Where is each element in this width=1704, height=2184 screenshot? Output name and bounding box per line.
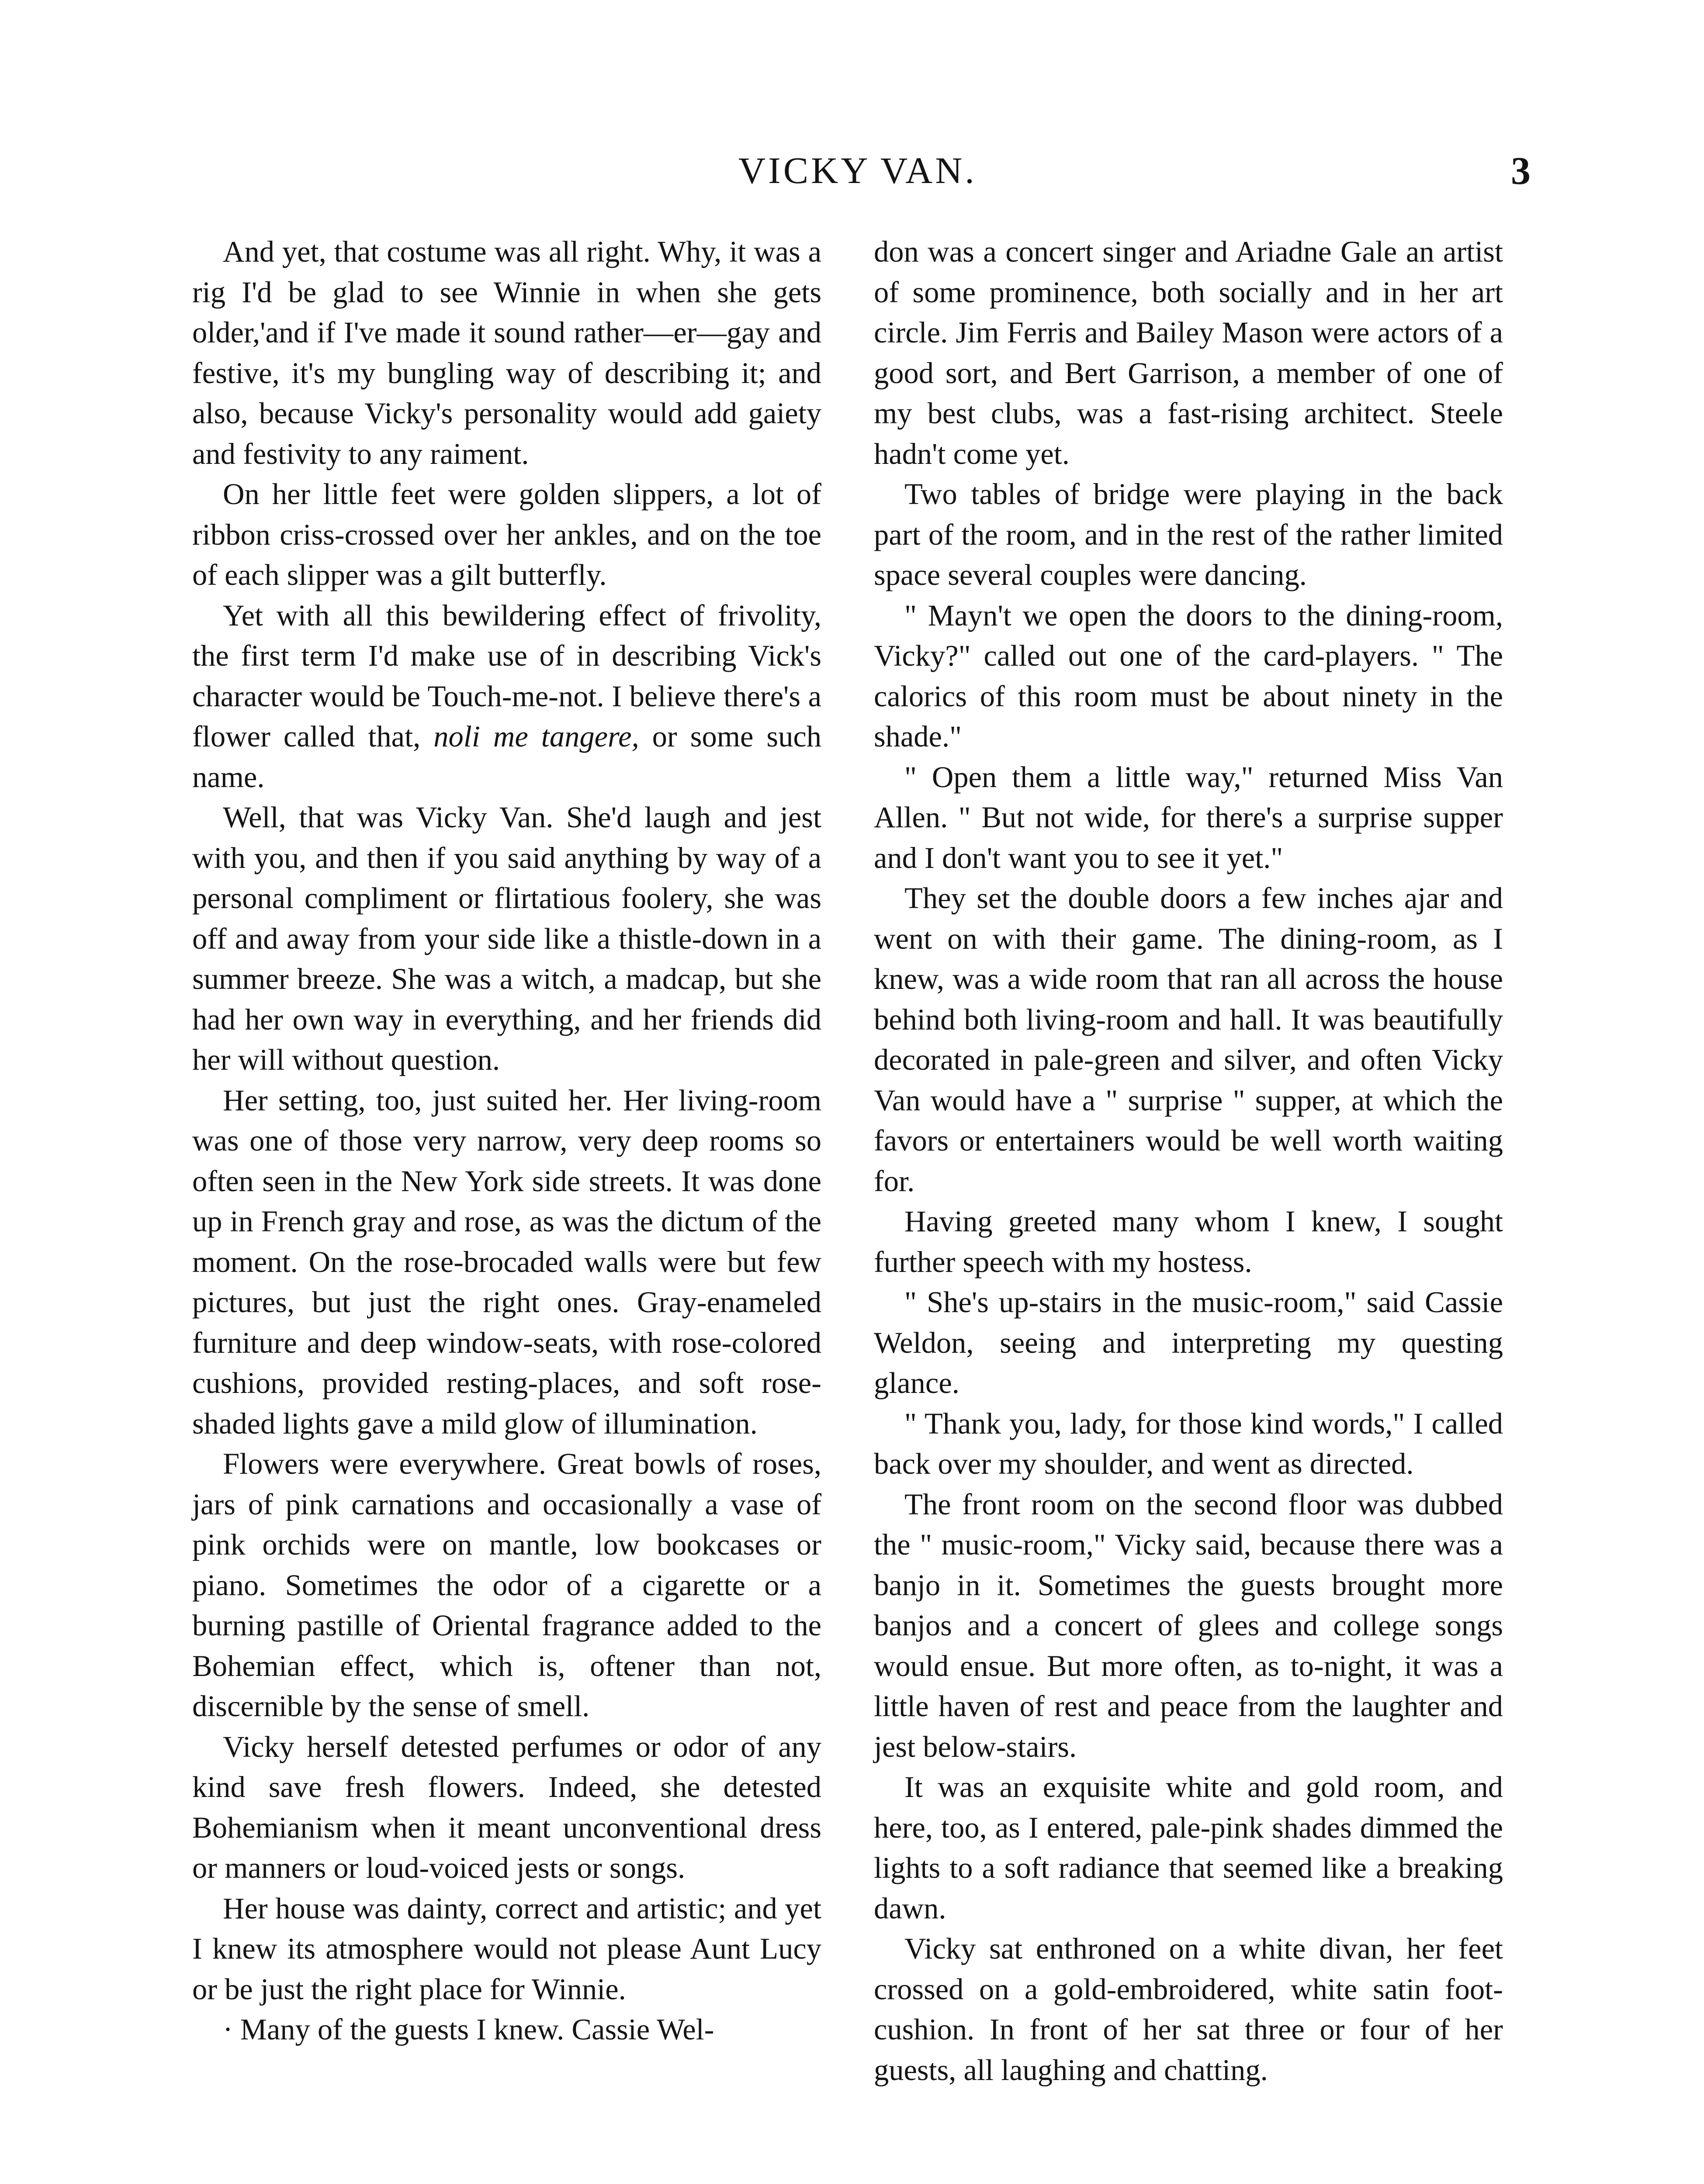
paragraph: " She's up-stairs in the music-room," said Cassie Weldon, seeing and interpreting my questing glance. (874, 1286, 1503, 1400)
paragraph: " Thank you, lady, for those kind words," I called back over my shoulder, and went as directed. (874, 1406, 1503, 1480)
paragraph: The front room on the second floor was dubbed the " music-room," Vicky said, because there was a banjo in it. Sometimes the guests brought more banjos and a concert of glees and college songs would ensue. But more often, as to-night, it was a little haven of rest and peace from the laughter and jest below-stairs. (874, 1487, 1503, 1763)
paragraph: " Mayn't we open the doors to the dining-room, Vicky?" called out one of the card-players. " The calorics of this room must be about ninety in the shade." (874, 598, 1503, 753)
paragraph (192, 595, 821, 798)
paragraph-continued: don was a concert singer and Ariadne Gale an artist of some prominence, both socially and in her art circle. Jim Ferris and Bailey Mason were actors of a good sort, and Bert Garrison, a member of one of my best clubs, was a fast-rising architect. Steele hadn't come yet. (874, 235, 1503, 470)
running-header (0, 149, 1704, 210)
paragraph-text: Yet with all this bewildering effect of frivolity, the first term I'd make use of in describing Vick's character would be Touch-me-not. I believe there's a flower called that, (192, 598, 821, 753)
paragraph: " Open them a little way," returned Miss Van Allen. " But not wide, for there's a surprise supper and I don't want you to see it yet." (874, 760, 1503, 874)
running-title: VICKY VAN. (738, 149, 977, 191)
paragraph: Well, that was Vicky Van. She'd laugh and jest with you, and then if you said anything by way of a personal compliment or flirtatious foolery, she was off and away from your side like a thistle-down in a summer breeze. She was a witch, a madcap, but she had her own way in everything, and her friends did her will without question. (192, 801, 821, 1076)
paragraph: Two tables of bridge were playing in the back part of the room, and in the rest of the rather limited space several couples were dancing. (874, 477, 1503, 591)
paragraph-text: or some such name. (192, 720, 821, 794)
paragraph: On her little feet were golden slippers, a lot of ribbon criss-crossed over her ankles, and on the toe of each slipper was a gilt butterfly. (192, 477, 821, 591)
paragraph: And yet, that costume was all right. Why, it was a rig I'd be glad to see Winnie in when she gets older,'and if I've made it sound rather—er—gay and festive, it's my bungling way of describing it; and also, because Vicky's personality would add gaiety and festivity to any raiment. (192, 235, 821, 470)
paragraph: Having greeted many whom I knew, I sought further speech with my hostess. (874, 1205, 1503, 1279)
paragraph: · Many of the guests I knew. Cassie Wel- (223, 2013, 714, 2046)
latin-phrase: noli me tangere, (433, 720, 639, 753)
paragraph: Vicky sat enthroned on a white divan, her feet crossed on a gold-embroidered, white satin foot-cushion. In front of her sat three or four of her guests, all laughing and chatting. (874, 1932, 1503, 2087)
left-column (192, 232, 821, 2050)
paragraph: It was an exquisite white and gold room, and here, too, as I entered, pale-pink shades dimmed the lights to a soft radiance that seemed like a breaking dawn. (874, 1770, 1503, 1925)
right-column (874, 232, 1503, 2090)
paragraph: They set the double doors a few inches ajar and went on with their game. The dining-room, as I knew, was a wide room that ran all across the house behind both living-room and hall. It was beautifully decorated in pale-green and silver, and often Vicky Van would have a " surprise " supper, at which the favors or entertainers would be well worth waiting for. (874, 881, 1503, 1198)
paragraph: Her setting, too, just suited her. Her living-room was one of those very narrow, very deep rooms so often seen in the New York side streets. It was done up in French gray and rose, as was the dictum of the moment. On the rose-brocaded walls were but few pictures, but just the right ones. Gray-enameled furniture and deep window-seats, with rose-colored cushions, provided resting-places, and soft rose-shaded lights gave a mild glow of illumination. (192, 1083, 821, 1440)
page-number: 3 (1511, 149, 1531, 193)
paragraph: Her house was dainty, correct and artistic; and yet I knew its atmosphere would not please Aunt Lucy or be just the right place for Winnie. (192, 1891, 821, 2006)
paragraph: Vicky herself detested perfumes or odor of any kind save fresh flowers. Indeed, she detested Bohemianism when it meant unconventional dress or manners or loud-voiced jests or songs. (192, 1730, 821, 1884)
paragraph: Flowers were everywhere. Great bowls of roses, jars of pink carnations and occasionally a vase of pink orchids were on mantle, low bookcases or piano. Sometimes the odor of a cigarette or a burning pastille of Oriental fragrance added to the Bohemian effect, which is, oftener than not, discernible by the sense of smell. (192, 1447, 821, 1723)
